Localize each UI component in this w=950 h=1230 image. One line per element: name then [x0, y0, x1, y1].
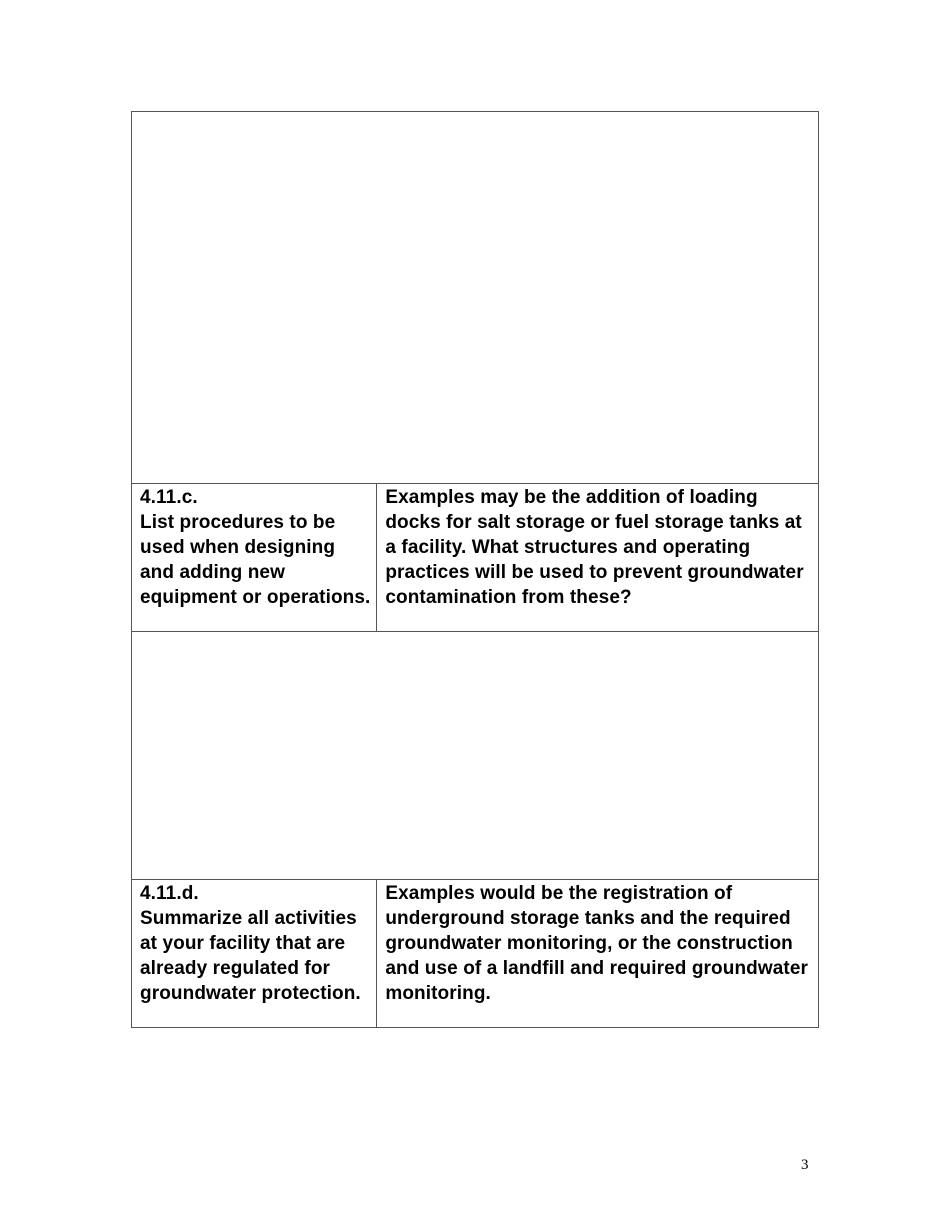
item-guidance-cell: [377, 880, 819, 1028]
item-guidance-cell: [377, 484, 819, 632]
response-area-4-11-b[interactable]: [132, 112, 819, 484]
item-number: 4.11.c.: [140, 487, 198, 508]
item-guidance: Examples would be the registration of underground storage tanks and the required groundwater monitoring, or the construction and use of a landfill and required groundwater monitoring.: [385, 883, 808, 1004]
form-table: [131, 111, 819, 1028]
response-area-row: [132, 632, 819, 880]
item-number: 4.11.d.: [140, 883, 199, 904]
item-question: Summarize all activities at your facility that are already regulated for groundwater protection.: [140, 908, 361, 1004]
page-number: 3: [801, 1157, 809, 1173]
response-area-row: [132, 112, 819, 484]
item-row-4-11-c: [132, 484, 819, 632]
item-label-cell: [132, 484, 377, 632]
item-row-4-11-d: [132, 880, 819, 1028]
item-question: List procedures to be used when designing and adding new equipment or operations.: [140, 512, 371, 608]
response-area-4-11-c[interactable]: [132, 632, 819, 880]
item-label-cell: [132, 880, 377, 1028]
item-guidance: Examples may be the addition of loading docks for salt storage or fuel storage tanks at a facility. What structures and operating practices will be used to prevent groundwater contamination from these?: [385, 487, 804, 608]
